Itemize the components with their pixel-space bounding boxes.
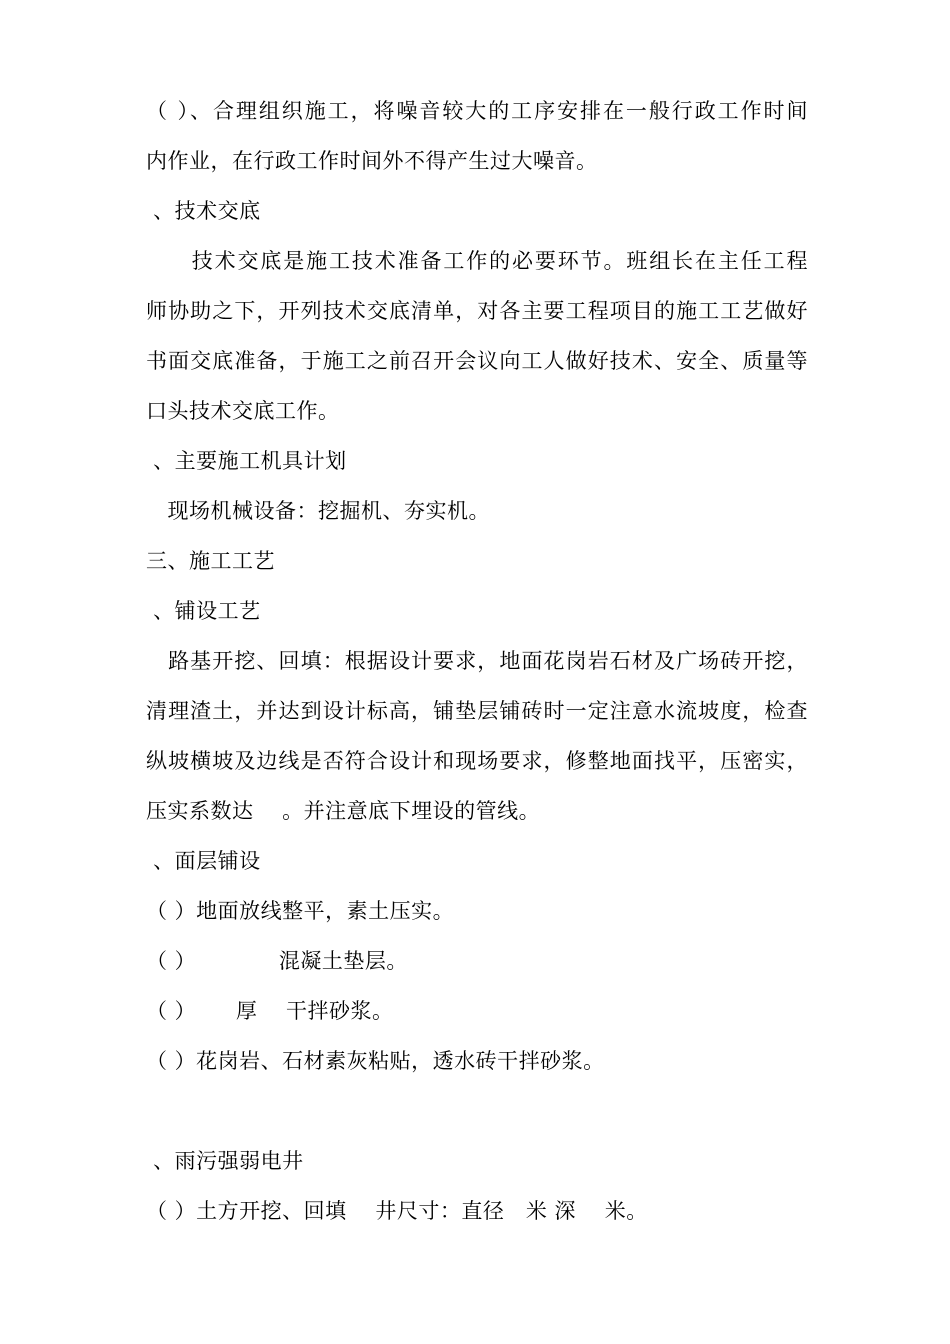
- paragraph-line: 纵坡横坡及边线是否符合设计和现场要求，修整地面找平，压密实，: [146, 749, 808, 773]
- list-item: （ ） 厚 干拌砂浆。: [146, 999, 394, 1023]
- section-heading: 、面层铺设: [146, 849, 261, 873]
- paragraph-line: 技术交底是施工技术准备工作的必要环节。班组长在主任工程: [146, 249, 808, 273]
- paragraph-line: 压实系数达 。并注意底下埋设的管线。: [146, 799, 541, 823]
- list-item: （ ）花岗岩、石材素灰粘贴，透水砖干拌砂浆。: [146, 1049, 605, 1073]
- list-item: （ ） 混凝土垫层。: [146, 949, 408, 973]
- paragraph-line: 现场机械设备：挖掘机、夯实机。: [146, 499, 490, 523]
- chapter-heading: 三、施工工艺: [146, 549, 275, 573]
- paragraph-line: 师协助之下，开列技术交底清单，对各主要工程项目的施工工艺做好: [146, 299, 808, 323]
- paragraph-line: 路基开挖、回填：根据设计要求，地面花岗岩石材及广场砖开挖，: [146, 649, 808, 673]
- list-item: （ ）土方开挖、回填 井尺寸：直径 米 深 米。: [146, 1199, 648, 1223]
- section-heading: 、雨污强弱电井: [146, 1149, 304, 1173]
- section-heading: 、主要施工机具计划: [146, 449, 347, 473]
- paragraph-line: 书面交底准备，于施工之前召开会议向工人做好技术、安全、质量等: [146, 349, 808, 373]
- paragraph-line: 口头技术交底工作。: [146, 399, 340, 423]
- list-item: （ ）地面放线整平，素土压实。: [146, 899, 455, 923]
- paragraph-line: （ ）、合理组织施工，将噪音较大的工序安排在一般行政工作时间: [146, 99, 808, 123]
- paragraph-line: 清理渣土，并达到设计标高，铺垫层铺砖时一定注意水流坡度，检查: [146, 699, 808, 723]
- paragraph-line: 内作业，在行政工作时间外不得产生过大噪音。: [146, 149, 598, 173]
- section-heading: 、铺设工艺: [146, 599, 261, 623]
- section-heading: 、技术交底: [146, 199, 261, 223]
